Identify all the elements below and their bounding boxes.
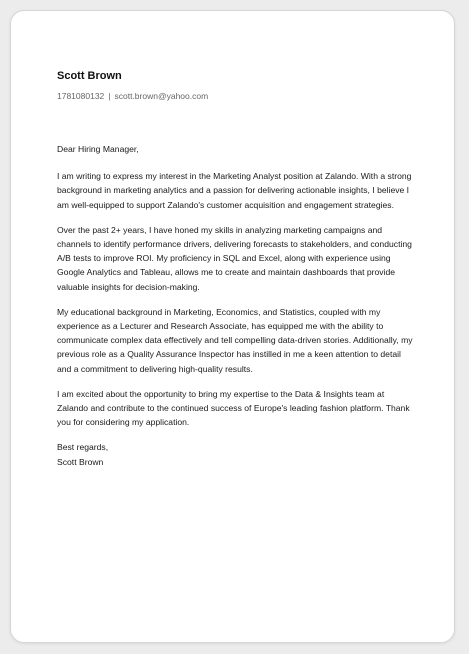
sender-name: Scott Brown bbox=[57, 70, 122, 82]
letter-closing-block bbox=[57, 440, 417, 468]
letter-paragraph-3: My educational background in Marketing, Economics, and Statistics, coupled with my experience as a Lecturer and Research Associate, has equipped me with the ability to communicate complex data effectively and tell compelling data-driven stories. Additionally, my previous role as a Quality Assurance Inspector has instilled in me a keen attention to detail and a commitment to delivering high-quality results. bbox=[57, 306, 413, 374]
letter-header bbox=[57, 69, 414, 102]
letter-paragraph-2: Over the past 2+ years, I have honed my skills in analyzing marketing campaigns and channels to identify performance drivers, delivering forecasts to stakeholders, and conducting A/B tests to improve ROI. My proficiency in SQL and Excel, along with experience using Google Analytics and Tableau, allows me to create and maintain dashboards that provide valuable insights for decision-making. bbox=[57, 224, 412, 292]
letter-closing: Best regards, bbox=[57, 442, 109, 453]
letter-page bbox=[10, 10, 455, 643]
letter-body bbox=[57, 142, 417, 469]
contact-separator: | bbox=[108, 91, 111, 101]
letter-paragraph-1: I am writing to express my interest in the Marketing Analyst position at Zalando. With a strong background in marketing analytics and a passion for delivering actionable insights, I believe I am well-equipped to support Zalando's customer acquisition and engagement strategies. bbox=[57, 171, 412, 210]
letter-signature: Scott Brown bbox=[57, 456, 104, 467]
letter-greeting: Dear Hiring Manager, bbox=[57, 144, 139, 154]
contact-line bbox=[57, 91, 414, 102]
letter-paragraph-4: I am excited about the opportunity to bring my expertise to the Data & Insights team at Zalando and contribute to the continued success of Europe's leading fashion platform. Thank you for considering my application. bbox=[57, 388, 410, 428]
email-address: scott.brown@yahoo.com bbox=[114, 91, 209, 101]
phone-number: 1781080132 bbox=[57, 91, 105, 101]
